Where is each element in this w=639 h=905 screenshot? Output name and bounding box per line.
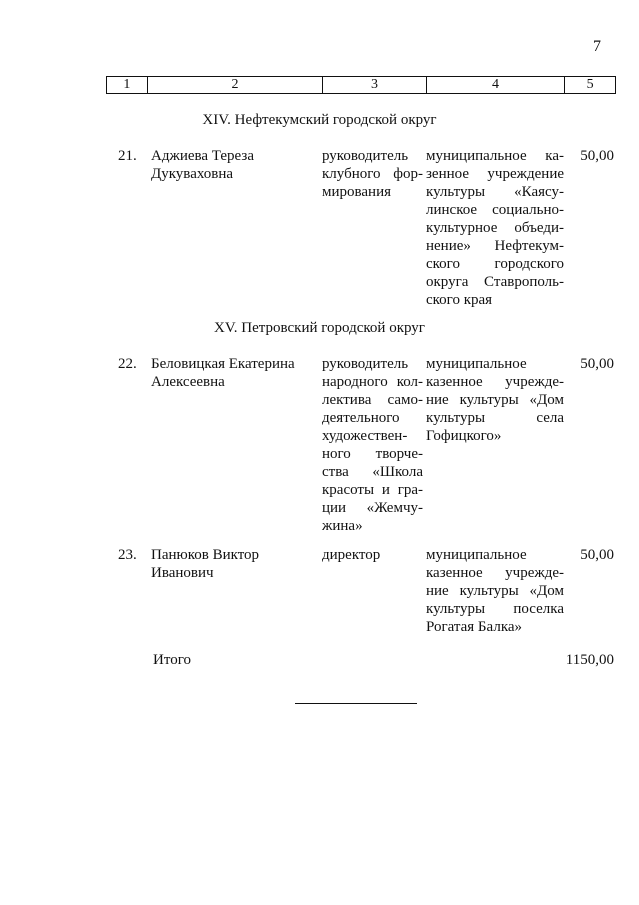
row-number: 22.: [118, 356, 137, 372]
col-2-number: 2: [148, 77, 323, 93]
row-number: 21.: [118, 148, 137, 164]
total-label: Итого: [153, 652, 191, 668]
person-name: Аджиева Тереза Дукуваховна: [151, 148, 254, 182]
job-position: руководитель клубного фор- мирования: [322, 148, 423, 200]
job-position: директор: [322, 547, 381, 563]
organization: муниципальное казенное учрежде- ние культуры «Дом культуры села Гофицкого»: [426, 356, 564, 444]
end-rule: [295, 703, 417, 704]
total-amount: 1150,00: [565, 652, 614, 668]
organization: муниципальное казенное учрежде- ние культуры «Дом культуры поселка Рогатая Балка»: [426, 547, 564, 635]
amount: 50,00: [580, 547, 614, 563]
person-name: Панюков Виктор Иванович: [151, 547, 260, 581]
section-title-petrovsky: XV. Петровский городской округ: [214, 320, 425, 336]
organization: муниципальное ка- зенное учреждение культуры «Каясу- линское социально- культурное объеди- нение» Нефтекум- ского городского округа Ставрополь- ского края: [426, 148, 564, 308]
col-4-number: 4: [427, 77, 565, 93]
column-number-header: [106, 76, 616, 94]
col-3-number: 3: [323, 77, 427, 93]
col-1-number: 1: [107, 77, 148, 93]
section-title-neftekumsky: XIV. Нефтекумский городской округ: [202, 112, 437, 128]
amount: 50,00: [580, 148, 614, 164]
job-position: руководитель народного кол- лектива само- деятельного художествен- ного творче- ства «Школа красоты и гра- ции «Жемчу- жина»: [322, 356, 423, 534]
page-number: 7: [593, 38, 601, 55]
col-5-number: 5: [586, 77, 594, 92]
amount: 50,00: [580, 356, 614, 372]
row-number: 23.: [118, 547, 137, 563]
person-name: Беловицкая Екатерина Алексеевна: [151, 356, 295, 390]
